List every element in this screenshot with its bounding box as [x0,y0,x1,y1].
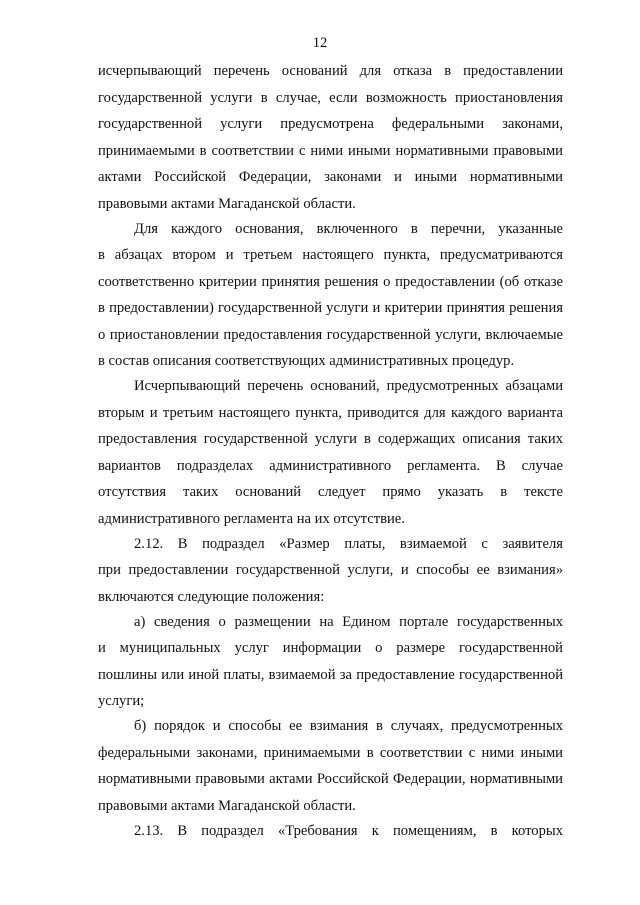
text-line: правовыми актами Магаданской области. [98,798,356,814]
text-line: федеральными законами, принимаемыми в соответствии с ними иными [98,745,563,761]
text-line: предоставления государственной услуги в содержащих описания таких [98,431,563,447]
text-line: в состав описания соответствующих административных процедур. [98,353,515,369]
text-line: услуги; [98,693,145,709]
text-line: соответственно критерии принятия решения о предоставлении (об отказе [98,274,563,290]
text-line: в абзацах втором и третьем настоящего пункта, предусматриваются [98,247,563,263]
text-line: Для каждого основания, включенного в перечни, указанные [134,221,563,237]
text-line: и муниципальных услуг информации о размере государственной [98,640,563,656]
text-line: принимаемыми в соответствии с ними иными нормативными правовыми [98,143,563,159]
text-line: государственной услуги предусмотрена федеральными законами, [98,116,563,132]
text-line: исчерпывающий перечень оснований для отказа в предоставлении [98,63,563,79]
text-line: вторым и третьим настоящего пункта, приводится для каждого варианта [98,405,563,421]
text-line: б) порядок и способы ее взимания в случаях, предусмотренных [134,718,563,734]
text-line: вариантов подразделах административного регламента. В случае [98,458,563,474]
page-number: 12 [312,35,328,51]
text-line: пошлины или иной платы, взимаемой за предоставление государственной [98,667,563,683]
text-line: нормативными правовыми актами Российской Федерации, нормативными [98,771,563,787]
text-line: включаются следующие положения: [98,589,325,605]
text-line: а) сведения о размещении на Едином портале государственных [134,614,563,630]
text-line: государственной услуги в случае, если возможность приостановления [98,90,563,106]
text-line: правовыми актами Магаданской области. [98,196,356,212]
text-line: актами Российской Федерации, законами и иными нормативными [98,169,563,185]
text-line: при предоставлении государственной услуги, и способы ее взимания» [98,562,563,578]
text-line: в предоставлении) государственной услуги и критерии принятия решения [98,300,563,316]
text-line: о приостановлении предоставления государственной услуги, включаемые [98,327,563,343]
text-line: 2.13. В подраздел «Требования к помещениям, в которых [134,823,563,839]
text-line: административного регламента на их отсутствие. [98,511,405,527]
text-line: Исчерпывающий перечень оснований, предусмотренных абзацами [134,378,563,394]
text-line: отсутствия таких оснований следует прямо указать в тексте [98,484,563,500]
text-line: 2.12. В подраздел «Размер платы, взимаемой с заявителя [134,536,563,552]
